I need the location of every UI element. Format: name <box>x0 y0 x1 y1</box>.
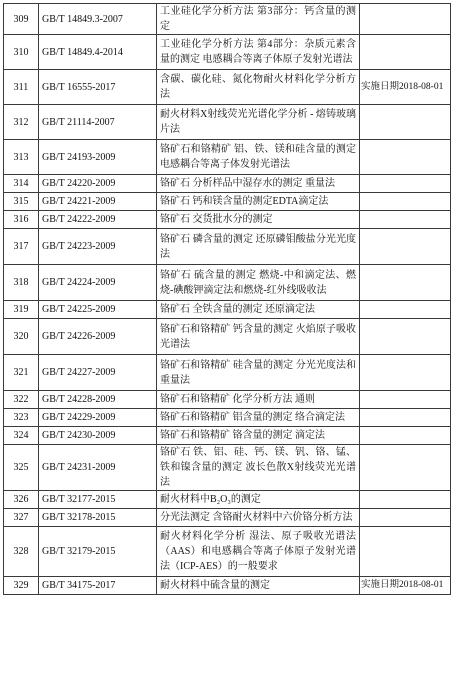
table-row <box>4 265 451 301</box>
standard-title: 分光法测定 含铬耐火材料中六价铬分析方法 <box>157 509 360 527</box>
standard-code: GB/T 16555-2017 <box>39 70 157 105</box>
implementation-note <box>360 391 451 409</box>
standard-title: 耐火材料中硫含量的测定 <box>157 577 360 595</box>
standard-code: GB/T 14849.3-2007 <box>39 4 157 35</box>
standard-code: GB/T 24224-2009 <box>39 265 157 301</box>
table-row <box>4 4 451 35</box>
row-number: 329 <box>4 577 39 595</box>
table-row <box>4 319 451 355</box>
table-row <box>4 211 451 229</box>
table-row <box>4 301 451 319</box>
standard-title: 铬矿石和铬精矿 硅含量的测定 分光光度法和重量法 <box>157 355 360 391</box>
implementation-note <box>360 4 451 35</box>
implementation-note <box>360 105 451 140</box>
row-number: 320 <box>4 319 39 355</box>
standard-code: GB/T 24225-2009 <box>39 301 157 319</box>
row-number: 318 <box>4 265 39 301</box>
standard-title: 铬矿石 硫含量的测定 燃烧-中和滴定法、燃烧-碘酸钾滴定法和燃烧-红外线吸收法 <box>157 265 360 301</box>
row-number: 312 <box>4 105 39 140</box>
implementation-note <box>360 229 451 265</box>
table-row <box>4 391 451 409</box>
standards-table-body <box>4 4 451 595</box>
standards-table <box>3 3 451 595</box>
standard-code: GB/T 21114-2007 <box>39 105 157 140</box>
standard-title: 耐火材料化学分析 湿法、原子吸收光谱法（AAS）和电感耦合等离子体原子发射光谱法（ICP-AES）的一般要求 <box>157 527 360 577</box>
implementation-note <box>360 175 451 193</box>
implementation-note <box>360 509 451 527</box>
standard-title: 含碳、碳化硅、氮化物耐火材料化学分析方法 <box>157 70 360 105</box>
table-row <box>4 70 451 105</box>
table-row <box>4 175 451 193</box>
standard-title: 铬矿石和铬精矿 化学分析方法 通则 <box>157 391 360 409</box>
standard-title: 铬矿石 交货批水分的测定 <box>157 211 360 229</box>
table-row <box>4 355 451 391</box>
table-row <box>4 527 451 577</box>
row-number: 324 <box>4 427 39 445</box>
standard-code: GB/T 24231-2009 <box>39 445 157 491</box>
standard-code: GB/T 24227-2009 <box>39 355 157 391</box>
row-number: 316 <box>4 211 39 229</box>
implementation-note <box>360 491 451 509</box>
standard-title: 铬矿石和铬精矿 铝含量的测定 络合滴定法 <box>157 409 360 427</box>
standard-code: GB/T 24193-2009 <box>39 140 157 175</box>
standard-code: GB/T 32178-2015 <box>39 509 157 527</box>
implementation-note <box>360 355 451 391</box>
standard-code: GB/T 24222-2009 <box>39 211 157 229</box>
implementation-note <box>360 301 451 319</box>
standard-code: GB/T 24221-2009 <box>39 193 157 211</box>
standard-code: GB/T 14849.4-2014 <box>39 35 157 70</box>
standard-title: 铬矿石和铬精矿 钙含量的测定 火焰原子吸收光谱法 <box>157 319 360 355</box>
row-number: 315 <box>4 193 39 211</box>
row-number: 309 <box>4 4 39 35</box>
standard-code: GB/T 32179-2015 <box>39 527 157 577</box>
table-row <box>4 491 451 509</box>
row-number: 325 <box>4 445 39 491</box>
row-number: 326 <box>4 491 39 509</box>
standard-title: 铬矿石 磷含量的测定 还原磷钼酸盐分光光度法 <box>157 229 360 265</box>
table-row <box>4 35 451 70</box>
standard-code: GB/T 24228-2009 <box>39 391 157 409</box>
row-number: 319 <box>4 301 39 319</box>
standard-title: 铬矿石 铁、铝、硅、钙、镁、钒、铬、锰、铁和镍含量的测定 波长色散X射线荧光光谱法 <box>157 445 360 491</box>
table-row <box>4 409 451 427</box>
table-row <box>4 229 451 265</box>
standard-code: GB/T 32177-2015 <box>39 491 157 509</box>
implementation-note <box>360 265 451 301</box>
table-row <box>4 427 451 445</box>
implementation-note <box>360 35 451 70</box>
row-number: 327 <box>4 509 39 527</box>
standard-title: 工业硅化学分析方法 第3部分：钙含量的测定 <box>157 4 360 35</box>
standard-title: 耐火材料中B₂O₃的测定 <box>157 491 360 509</box>
implementation-note <box>360 409 451 427</box>
implementation-note <box>360 445 451 491</box>
row-number: 321 <box>4 355 39 391</box>
implementation-note <box>360 193 451 211</box>
row-number: 313 <box>4 140 39 175</box>
standard-title: 铬矿石 分析样品中湿存水的测定 重量法 <box>157 175 360 193</box>
standard-title: 铬矿石 全铁含量的测定 还原滴定法 <box>157 301 360 319</box>
row-number: 328 <box>4 527 39 577</box>
standard-title: 铬矿石和铬精矿 铬含量的测定 滴定法 <box>157 427 360 445</box>
row-number: 323 <box>4 409 39 427</box>
table-row <box>4 509 451 527</box>
standard-code: GB/T 24229-2009 <box>39 409 157 427</box>
implementation-note <box>360 211 451 229</box>
row-number: 311 <box>4 70 39 105</box>
implementation-note <box>360 427 451 445</box>
implementation-note <box>360 527 451 577</box>
implementation-note <box>360 319 451 355</box>
standard-code: GB/T 24223-2009 <box>39 229 157 265</box>
row-number: 317 <box>4 229 39 265</box>
table-row <box>4 105 451 140</box>
table-row <box>4 193 451 211</box>
standard-code: GB/T 24220-2009 <box>39 175 157 193</box>
standard-code: GB/T 24230-2009 <box>39 427 157 445</box>
standard-title: 铬矿石 钙和镁含量的测定EDTA滴定法 <box>157 193 360 211</box>
standard-title: 耐火材料X射线荧光光谱化学分析 - 熔铸玻璃片法 <box>157 105 360 140</box>
standard-code: GB/T 24226-2009 <box>39 319 157 355</box>
table-row <box>4 445 451 491</box>
standard-title: 铬矿石和铬精矿 铝、铁、镁和硅含量的测定电感耦合等离子体发射光谱法 <box>157 140 360 175</box>
row-number: 310 <box>4 35 39 70</box>
table-row <box>4 577 451 595</box>
implementation-note: 实施日期2018-08-01 <box>360 70 451 105</box>
table-row <box>4 140 451 175</box>
standard-title: 工业硅化学分析方法 第4部分：杂质元素含量的测定 电感耦合等离子体原子发射光谱法 <box>157 35 360 70</box>
standard-code: GB/T 34175-2017 <box>39 577 157 595</box>
row-number: 322 <box>4 391 39 409</box>
row-number: 314 <box>4 175 39 193</box>
implementation-note: 实施日期2018-08-01 <box>360 577 451 595</box>
implementation-note <box>360 140 451 175</box>
